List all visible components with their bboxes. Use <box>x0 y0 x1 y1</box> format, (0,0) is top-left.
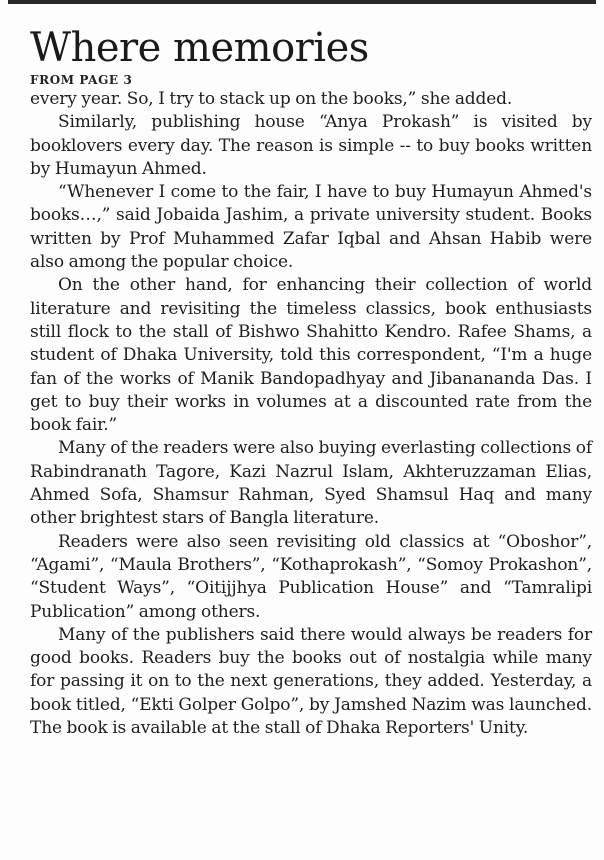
article <box>30 24 592 740</box>
article-body <box>30 88 592 740</box>
headline: Where memories <box>30 25 369 71</box>
paragraph: Similarly, publishing house “Anya Prokash” is visited by booklovers every day. The reason is simple -- to buy books written by Humayun Ahmed. <box>30 112 592 179</box>
paragraph: every year. So, I try to stack up on the books,” she added. <box>30 89 513 109</box>
paragraph: Many of the readers were also buying everlasting collections of Rabindranath Tagore, Kazi Nazrul Islam, Akhteruzzaman Elias, Ahmed Sofa, Shamsur Rahman, Syed Shamsul Haq and many other brightest stars of Bangla literature. <box>30 438 592 529</box>
paragraph: Readers were also seen revisiting old classics at “Oboshor”, “Agami”, “Maula Brothers”, “Kothaprokash”, “Somoy Prokashon”, “Student Ways”, “Oitijjhya Publication House” and “Tamralipi Publication” among others. <box>30 531 592 622</box>
jump-line: FROM PAGE 3 <box>30 73 133 87</box>
top-rule <box>8 0 596 4</box>
paragraph: On the other hand, for enhancing their collection of world literature and revisiting the timeless classics, book enthusiasts still flock to the stall of Bishwo Shahitto Kendro. Rafee Shams, a student of Dhaka University, told this correspondent, “I'm a huge fan of the works of Manik Bandopadhyay and Jibanananda Das. I get to buy their works in volumes at a discounted rate from the book fair.” <box>30 275 592 436</box>
paragraph: Many of the publishers said there would always be readers for good books. Readers buy the books out of nostalgia while many for passing it on to the next generations, they added. Yesterday, a book titled, “Ekti Golper Golpo”, by Jamshed Nazim was launched. The book is available at the stall of Dhaka Reporters' Unity. <box>30 624 592 739</box>
paragraph: “Whenever I come to the fair, I have to buy Humayun Ahmed's books…,” said Jobaida Jashim, a private university student. Books written by Prof Muhammed Zafar Iqbal and Ahsan Habib were also among the popular choice. <box>30 182 592 273</box>
